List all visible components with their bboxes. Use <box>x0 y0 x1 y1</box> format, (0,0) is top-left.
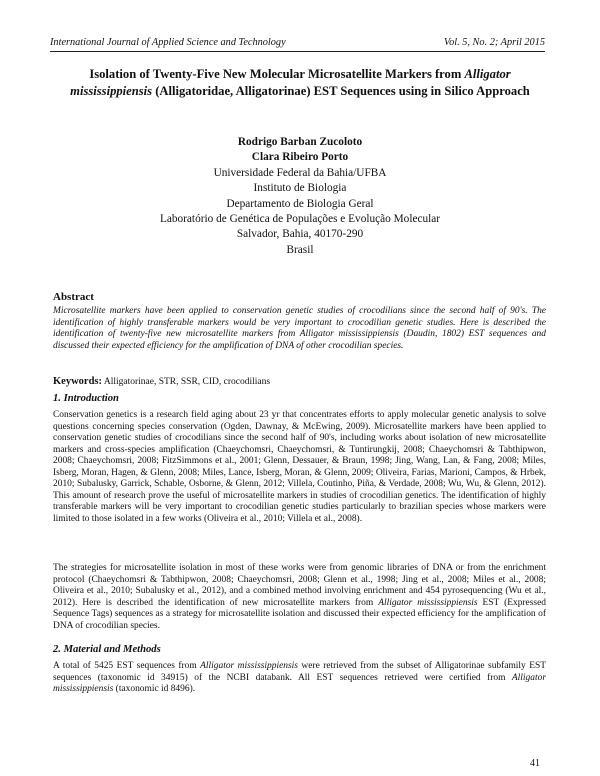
author-name: Clara Ribeiro Porto <box>251 151 349 164</box>
affiliation-line: Departamento de Biologia Geral <box>226 197 374 210</box>
title-part2: (Alligatoridae, Alligatorinae) EST Sequences using in Silico Approach <box>152 84 530 98</box>
author-block <box>50 135 550 258</box>
section-heading-introduction: 1. Introduction <box>53 393 119 404</box>
page-number: 41 <box>530 758 540 769</box>
abstract-text: Microsatellite markers have been applied to conservation genetic studies of crocodilians since the second half of 90's. The identification of highly transferable markers would be very important to crocodilian genetic studies. Here is described the identification of twenty-five new microsatellite markers from Alligator mississippiensis (Daudin, 1802) EST sequences and discussed their expected efficiency for the amplification of DNA of other crocodilian species. <box>53 306 546 351</box>
affiliation-line: Brasil <box>286 243 314 256</box>
running-header <box>50 36 545 49</box>
keywords-label: Keywords: <box>53 376 102 387</box>
methods-part2: were retrieved from the subset of Alligatorinae subfamily EST sequences (taxonomic id 34915) of the NCBI databank. All EST sequences retrieved were certified from <box>53 661 546 683</box>
title-part1: Isolation of Twenty-Five New Molecular Microsatellite Markers from <box>89 67 465 81</box>
abstract-heading: Abstract <box>53 291 94 303</box>
keywords <box>53 376 270 388</box>
section-heading-methods: 2. Material and Methods <box>53 644 161 655</box>
author-name: Rodrigo Barban Zucoloto <box>237 136 363 148</box>
affiliation-line: Universidade Federal da Bahia/UFBA <box>213 166 387 179</box>
methods-part1: A total of 5425 EST sequences from <box>53 661 201 671</box>
affiliation-line: Salvador, Bahia, 40170-290 <box>236 228 364 241</box>
issue-info: Vol. 5, No. 2; April 2015 <box>443 37 545 48</box>
journal-name: International Journal of Applied Science and Technology <box>50 37 286 48</box>
affiliation-line: Instituto de Biologia <box>253 182 347 195</box>
affiliation-line: Laboratório de Genética de Populações e Evolução Molecular <box>159 213 441 226</box>
title-species: Alligator mississippiensis <box>70 67 511 98</box>
intro-p2-species: Alligator mississippiensis <box>378 597 478 608</box>
intro-p2-part1: The strategies for microsatellite isolation in most of these works were from genomic libraries of DNA or from the enrichment protocol (Chaeychomsri & Tabthipwon, 2008; Chaeychomsri, 2008; Glenn et al., 1998; Jing et al., 2008; Miles et al., 2008; Oliveira et al., 2010; Subalusky et al., 2012), and a combined method involving enrichment and 454 pyrosequencing (Wu et al., 2012). Here is described the identification of new microsatellite markers from <box>53 563 546 608</box>
header-rule <box>50 51 545 52</box>
methods-paragraph-1 <box>53 661 546 696</box>
introduction-paragraph-1: Conservation genetics is a research field aging about 23 yr that concentrates efforts to apply molecular genetic analysis to solve questions concerning species conservation (Ogden, Dawnay, & McEwing, 2009). Microsatellite markers have been applied to conservation genetic studies of crocodilians since the second half of 90's, including works about isolation of new microsatellite markers and cross-species amplification (Chaeychomsri, Chaeychomsri, & Tuntirungkij, 2008; Chaeychomsri & Tabthipwon, 2008; Chaeychomsri, 2008; FitzSimmons et al., 2001; Glenn, Dessauer, & Braun, 1998; Jing, Wang, Lan, & Fang, 2008; Miles, Isberg, Moran, Hagen, & Glenn, 2008; Miles, Lance, Isberg, Moran, & Glenn, 2009; Oliveira, Farias, Marioni, Campos, & Hrbek, 2010; Subalusky, Garrick, Schable, Osborne, & Glenn, 2012; Villela, Coutinho, Piña, & Verdade, 2008; Wu, Wu, & Glenn, 2012). This amount of research prove the useful of microsatellite markers in studies of crocodilian genetics. The identification of highly transferable markers will be very important to crocodilian genetic studies particularly to brazilian species whose markers were limited to those isolated in a few works (Oliveira et al., 2010; Villela et al., 2008). <box>53 410 546 524</box>
methods-part3: (taxonomic id 8496). <box>113 684 196 695</box>
methods-species-2: Alligator mississippiensis <box>53 672 546 695</box>
introduction-paragraph-2 <box>53 563 546 632</box>
methods-species-1: Alligator mississippiensis <box>200 661 298 671</box>
keywords-text: Alligatorinae, STR, SSR, CID, crocodilians <box>102 377 271 387</box>
intro-p2-part2: EST (Expressed Sequence Tags) sequences as a strategy for microsatellite isolation and discussed their expected efficiency for the amplification of DNA of crocodilian species. <box>53 597 546 631</box>
paper-title <box>62 66 538 100</box>
